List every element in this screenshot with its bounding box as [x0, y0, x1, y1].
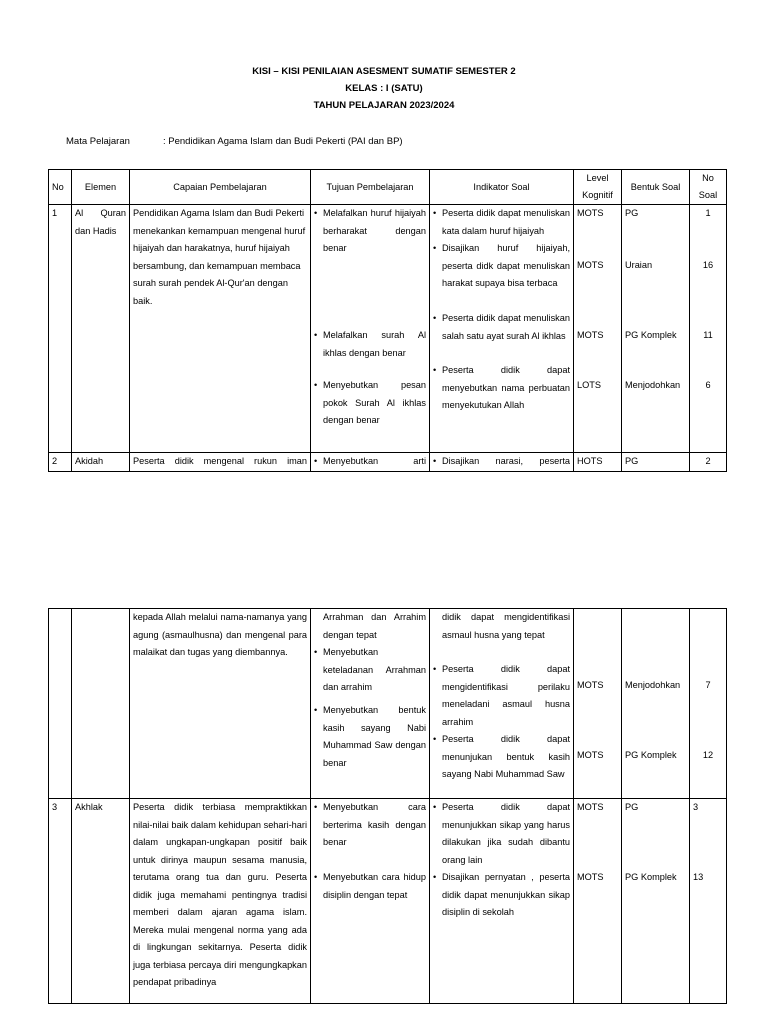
row-capaian: Peserta didik terbiasa mempraktikkan nilai-nilai baik dalam kehidupan sehari-hari dalam ungkapan-ungkapan positif baik untuk dirinya maupun sesama manusia, terutama orang tua dan guru. Peserta didik juga memahami pentingnya tradisi memberi dalam ajaran agama islam. Mereka mulai mengenal norma yang ada di lingkungan sekitarnya. Peserta didik juga terbiasa percaya diri mengungkapkan pendapat pribadinya	[130, 799, 311, 1004]
indikator-item: • Peserta didik dapat menuliskan kata dalam huruf hijaiyah	[433, 205, 570, 240]
row-tujuan	[311, 205, 430, 453]
nosoal-value: 6	[705, 380, 711, 390]
nosoal-value: 11	[703, 330, 713, 340]
row-indikator	[430, 453, 574, 472]
bentuk-value: PG Komplek	[625, 750, 677, 760]
bentuk-value: PG	[625, 802, 639, 812]
header-capaian: Capaian Pembelajaran	[130, 170, 311, 205]
row-indikator	[430, 609, 574, 799]
bentuk-value: PG	[625, 208, 639, 218]
header-level-line2: Kognitif	[582, 190, 613, 200]
row-capaian: Peserta didik mengenal rukun iman	[130, 453, 311, 472]
row-bentuk: PG	[622, 453, 690, 472]
nosoal-value: 7	[705, 680, 711, 690]
indikator-item: • Peserta didik dapat menuliskan salah satu ayat surah Al ikhlas	[433, 310, 570, 362]
nosoal-value: 16	[702, 260, 714, 270]
indikator-item: • Disajikan huruf hijaiyah, peserta didk dapat menuliskan harakat supaya bisa terbaca	[433, 240, 570, 310]
tujuan-item: • Menyebutkan bentuk kasih sayang Nabi Muhammad Saw dengan benar	[314, 702, 426, 772]
level-value: MOTS	[577, 330, 604, 340]
school-year: TAHUN PELAJARAN 2023/2024	[313, 100, 455, 111]
bentuk-value: Menjodohkan	[625, 380, 681, 390]
row-no: 2	[49, 453, 72, 472]
indikator-item: • Disajikan pernyatan , peserta didik dapat menunjukkan sikap disiplin di sekolah	[433, 869, 570, 922]
indikator-item: didik dapat mengidentifikasi asmaul husna yang tepat	[442, 612, 570, 640]
row-level: HOTS	[574, 453, 622, 472]
bentuk-value: PG Komplek	[625, 872, 677, 882]
tujuan-item: • Menyebutkan arti	[314, 453, 426, 471]
subject-label: Mata Pelajaran	[66, 136, 130, 147]
level-value: MOTS	[577, 750, 604, 760]
bentuk-value: Menjodohkan	[625, 680, 681, 690]
row-tujuan	[311, 453, 430, 472]
row-elemen: Akidah	[72, 453, 130, 472]
tujuan-item: • Menyebutkan pesan pokok Surah Al ikhlas dengan benar	[314, 377, 426, 430]
tujuan-item: • Melafalkan huruf hijaiyah berharakat dengan benar	[314, 205, 426, 327]
nosoal-value: 12	[702, 750, 714, 760]
bentuk-value: PG Komplek	[625, 330, 677, 340]
level-value: LOTS	[577, 380, 601, 390]
row-nosoal	[690, 609, 727, 799]
header-level	[574, 170, 622, 205]
row-indikator	[430, 205, 574, 453]
header-no: No	[49, 170, 72, 205]
kisi-table-page-1	[48, 169, 727, 472]
header-level-line1: Level	[586, 173, 609, 183]
indikator-item: • Disajikan narasi, peserta	[433, 453, 570, 471]
row-elemen	[72, 609, 130, 799]
row-nosoal	[690, 799, 727, 1004]
level-value: MOTS	[577, 872, 604, 882]
row-capaian: kepada Allah melalui nama-namanya yang agung (asmaulhusna) dan mengenal para malaikat dan tugas yang diembannya.	[130, 609, 311, 799]
indikator-item: • Peserta didik dapat menunjukkan sikap yang harus dilakukan jika sudah dibantu orang lain	[433, 799, 570, 869]
nosoal-value: 1	[705, 208, 711, 218]
row-tujuan	[311, 799, 430, 1004]
header-nosoal	[690, 170, 727, 205]
row-bentuk	[622, 609, 690, 799]
kisi-table-page-2	[48, 608, 727, 1004]
row-nosoal	[690, 205, 727, 453]
header-bentuk: Bentuk Soal	[622, 170, 690, 205]
table-row	[49, 453, 727, 472]
document-title: KISI – KISI PENILAIAN ASESMENT SUMATIF SEMESTER 2	[252, 66, 516, 77]
row-capaian: Pendidikan Agama Islam dan Budi Pekerti menekankan kemampuan mengenal huruf hijaiyah dan harakatnya, huruf hijaiyah bersambung, dan kemampuan membaca surah surah pendek Al-Qur'an dengan baik.	[130, 205, 311, 453]
table-row	[49, 205, 727, 453]
level-value: MOTS	[577, 260, 604, 270]
row-level	[574, 205, 622, 453]
table-header-row	[49, 170, 727, 205]
row-no	[49, 609, 72, 799]
header-nosoal-line1: No	[702, 173, 714, 183]
indikator-item: • Peserta didik dapat menyebutkan nama perbuatan menyekutukan Allah	[433, 362, 570, 415]
header-elemen: Elemen	[72, 170, 130, 205]
table-row	[49, 799, 727, 1004]
row-nosoal: 2	[690, 453, 727, 472]
row-level	[574, 609, 622, 799]
level-value: MOTS	[577, 802, 604, 812]
nosoal-value: 13	[693, 872, 704, 882]
row-bentuk	[622, 205, 690, 453]
row-indikator	[430, 799, 574, 1004]
row-no: 1	[49, 205, 72, 453]
level-value: MOTS	[577, 208, 604, 218]
row-tujuan	[311, 609, 430, 799]
nosoal-value: 3	[693, 802, 699, 812]
tujuan-item: • Menyebutkan cara berterima kasih dengan benar	[314, 799, 426, 869]
bentuk-value: Uraian	[625, 260, 653, 270]
tujuan-item: Arrahman dan Arrahim dengan tepat	[323, 612, 426, 640]
tujuan-item: • Menyebutkan cara hidup disiplin dengan tepat	[314, 869, 426, 904]
row-bentuk	[622, 799, 690, 1004]
indikator-item: • Peserta didik dapat menunjukan bentuk kasih sayang Nabi Muhammad Saw	[433, 731, 570, 784]
header-nosoal-line2: Soal	[698, 190, 718, 200]
subject-value: : Pendidikan Agama Islam dan Budi Pekerti (PAI dan BP)	[163, 136, 403, 147]
header-tujuan: Tujuan Pembelajaran	[311, 170, 430, 205]
tujuan-item: • Menyebutkan keteladanan Arrahman dan arrahim	[314, 644, 426, 702]
row-elemen: Akhlak	[72, 799, 130, 1004]
table-row	[49, 609, 727, 799]
row-level	[574, 799, 622, 1004]
header-indikator: Indikator Soal	[430, 170, 574, 205]
row-no: 3	[49, 799, 72, 1004]
class-label: KELAS : I (SATU)	[345, 83, 423, 94]
tujuan-item: • Melafalkan surah Al ikhlas dengan benar	[314, 327, 426, 377]
indikator-item: • Peserta didik dapat mengidentifikasi perilaku meneladani asmaul husna arrahim	[433, 661, 570, 731]
row-elemen: Al Quran dan Hadis	[72, 205, 130, 453]
level-value: MOTS	[577, 680, 604, 690]
